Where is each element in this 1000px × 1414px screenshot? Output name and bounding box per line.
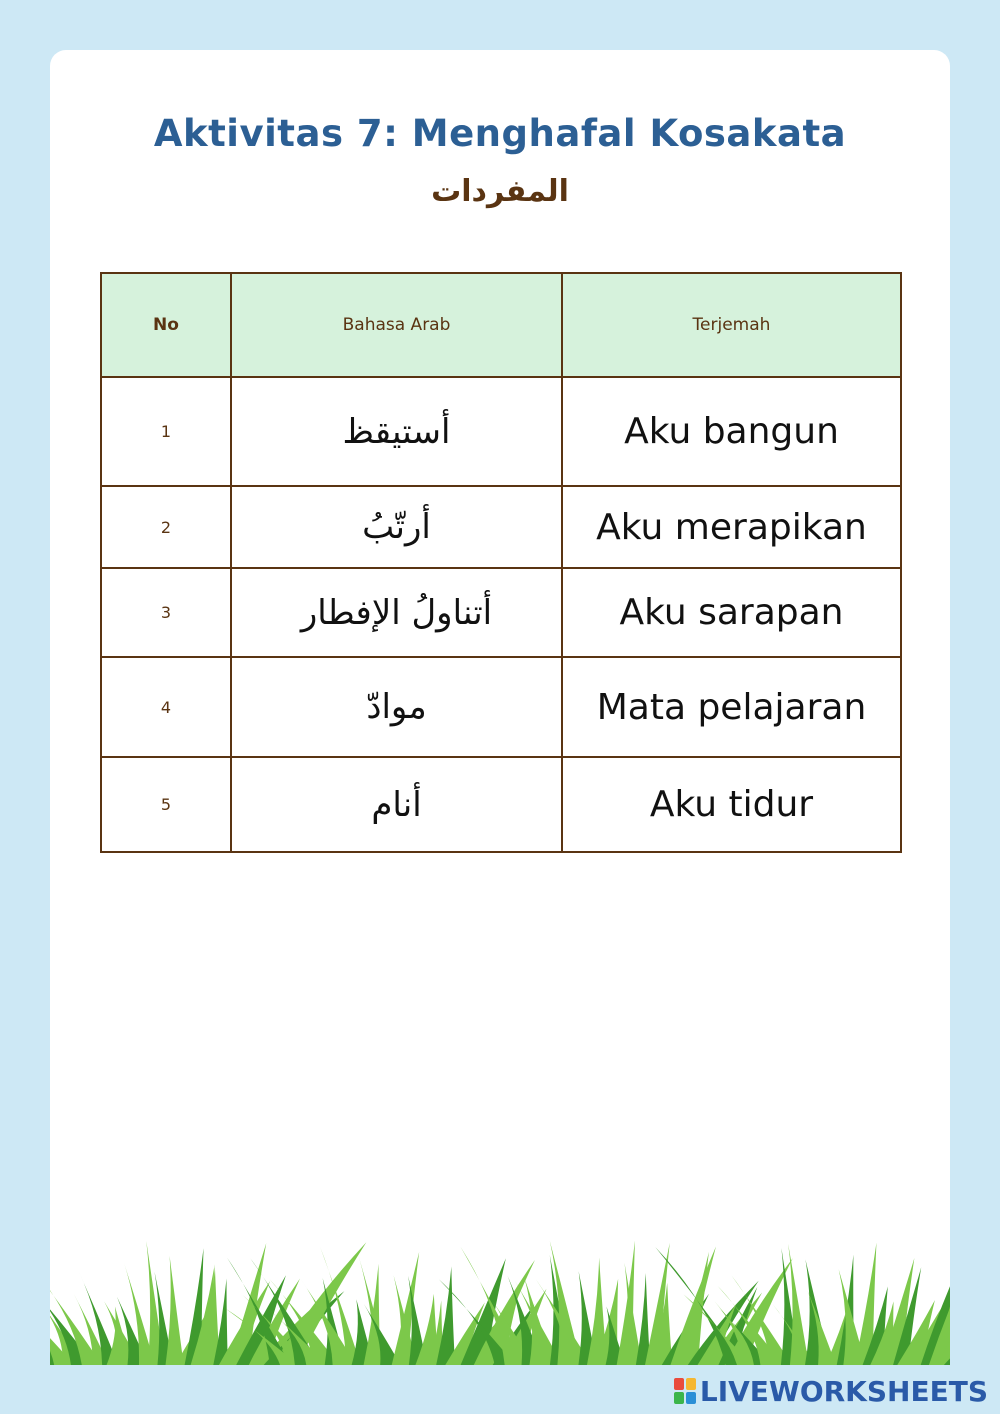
table-row [101, 657, 901, 757]
row-number: 3 [101, 568, 231, 657]
column-header-terjemah: Terjemah [562, 273, 901, 377]
translation: Aku sarapan [562, 568, 901, 657]
liveworksheets-logo-text: LIVEWORKSHEETS [699, 1374, 988, 1408]
translation: Aku bangun [562, 377, 901, 486]
grass-blade [165, 1256, 183, 1365]
table-row [101, 377, 901, 486]
vocabulary-table [100, 272, 902, 853]
row-number: 1 [101, 377, 231, 486]
page-subtitle-arabic: المفردات [431, 174, 569, 209]
arabic-word: موادّ [231, 657, 562, 757]
arabic-word: أستيقظ [231, 377, 562, 486]
table-row [101, 568, 901, 657]
liveworksheets-logo [674, 1374, 988, 1408]
row-number: 2 [101, 486, 231, 568]
arabic-word: أنام [231, 757, 562, 852]
column-header-no: No [101, 273, 231, 377]
translation: Mata pelajaran [562, 657, 901, 757]
arabic-word: أرتّبُ [231, 486, 562, 568]
page-title: Aktivitas 7: Menghafal Kosakata [153, 112, 847, 155]
table-row [101, 486, 901, 568]
arabic-word: أتناولُ الإفطار [231, 568, 562, 657]
translation: Aku merapikan [562, 486, 901, 568]
liveworksheets-logo-icon [674, 1378, 696, 1404]
table-row [101, 757, 901, 852]
grass-clump [655, 1243, 950, 1365]
row-number: 4 [101, 657, 231, 757]
row-number: 5 [101, 757, 231, 852]
column-header-bahasa-arab: Bahasa Arab [231, 273, 562, 377]
grass-decoration [50, 1235, 950, 1365]
translation: Aku tidur [562, 757, 901, 852]
table-header-row [101, 273, 901, 377]
